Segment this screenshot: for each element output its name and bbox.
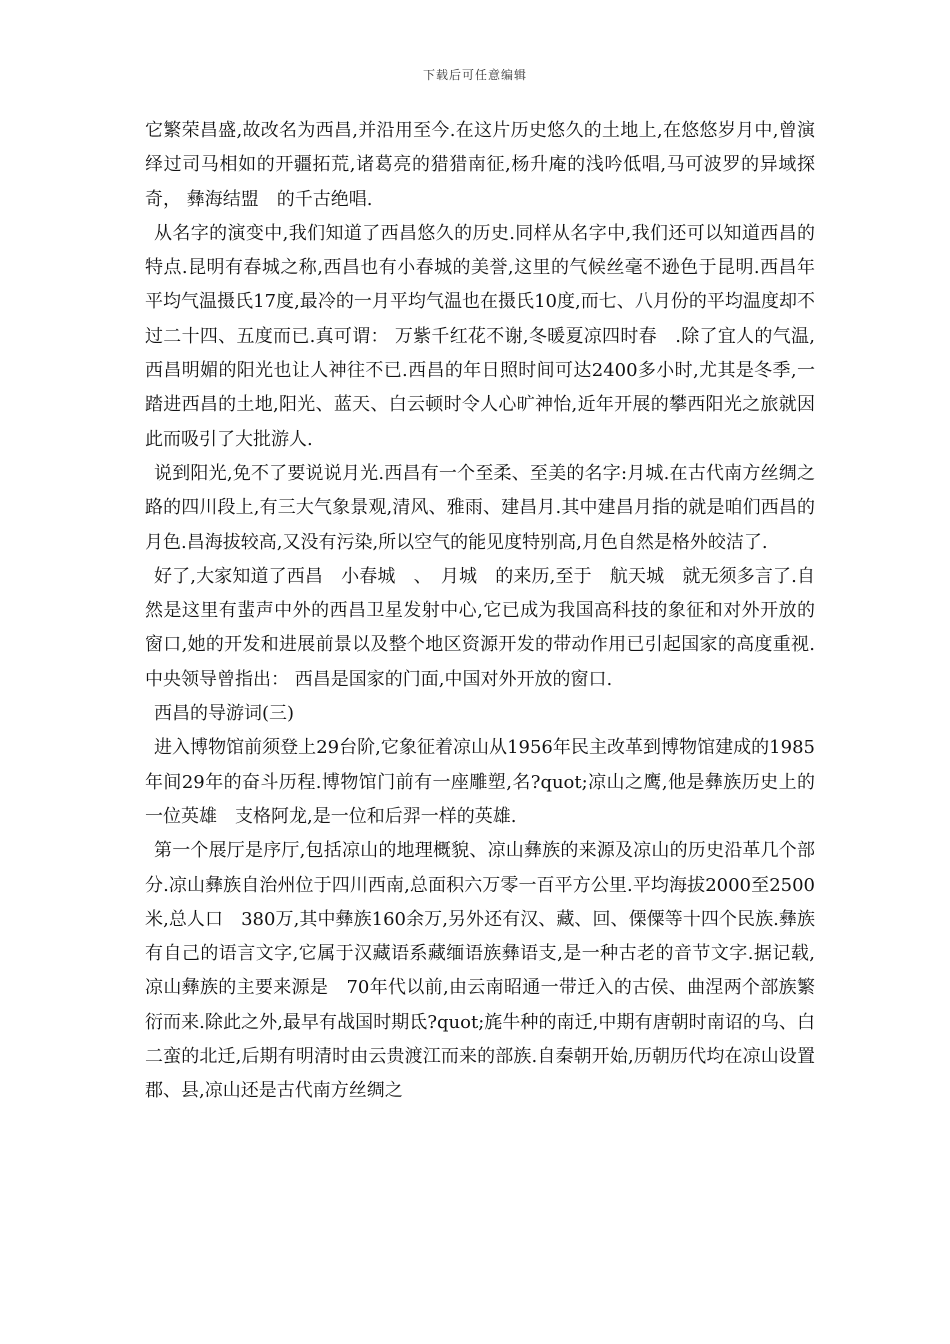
- paragraph: 第一个展厅是序厅,包括凉山的地理概貌、凉山彝族的来源及凉山的历史沿革几个部分.凉山彝族自治州位于四川西南,总面积六万零一百平方公里.平均海拔2000至2500米,总人口 380万,其中彝族160余万,另外还有汉、藏、回、傈僳等十四个民族.彝族有自己的语言文字,它属于汉藏语系藏缅语族彝语支,是一种古老的音节文字.据记载,凉山彝族的主要来源是 70年代以前,由云南昭通一带迁入的古侯、曲涅两个部族繁衍而来.除此之外,最早有战国时期氐?quot;旄牛种的南迁,中期有唐朝时南诏的乌、白二蛮的北迁,后期有明清时由云贵渡江而来的部族.自秦朝开始,历朝历代均在凉山设置郡、县,凉山还是古代南方丝绸之: [145, 840, 815, 1102]
- paragraph: 从名字的演变中,我们知道了西昌悠久的历史.同样从名字中,我们还可以知道西昌的特点.昆明有春城之称,西昌也有小春城的美誉,这里的气候丝毫不逊色于昆明.西昌年平均气温摄氏17度,最冷的一月平均气温也在摄氏10度,而七、八月份的平均温度却不过二十四、五度而已.真可谓： 万紫千红花不谢,冬暖夏凉四时春 .除了宜人的气温,西昌明媚的阳光也让人神往不已.西昌的年日照时间可达2400多小时,尤其是冬季,一踏进西昌的土地,阳光、蓝天、白云顿时令人心旷神怡,近年开展的攀西阳光之旅就因此而吸引了大批游人.: [145, 222, 815, 450]
- paragraph: 好了,大家知道了西昌 小春城 、 月城 的来历,至于 航天城 就无须多言了.自然是这里有蜚声中外的西昌卫星发射中心,它已成为我国高科技的象征和对外开放的窗口,她的开发和进展前景以及整个地区资源开发的带动作用已引起国家的高度重视.中央领导曾指出： 西昌是国家的门面,中国对外开放的窗口.: [145, 565, 815, 690]
- page-header: 下载后可任意编辑: [422, 68, 527, 82]
- section-heading: 西昌的导游词(三): [154, 703, 295, 725]
- paragraph: 进入博物馆前须登上29台阶,它象征着凉山从1956年民主改革到博物馆建成的1985年间29年的奋斗历程.博物馆门前有一座雕塑,名?quot;凉山之鹰,他是彝族历史上的一位英雄 支格阿龙,是一位和后羿一样的英雄.: [145, 737, 815, 827]
- document-body: [145, 114, 815, 1109]
- paragraph: 说到阳光,免不了要说说月光.西昌有一个至柔、至美的名字:月城.在古代南方丝绸之路的四川段上,有三大气象景观,清风、雅雨、建昌月.其中建昌月指的就是咱们西昌的月色.昌海拔较高,又没有污染,所以空气的能见度特别高,月色自然是格外皎洁了.: [145, 462, 815, 553]
- paragraph: 它繁荣昌盛,故改名为西昌,并沿用至今.在这片历史悠久的土地上,在悠悠岁月中,曾演绎过司马相如的开疆拓荒,诸葛亮的猎猎南征,杨升庵的浅吟低唱,马可波罗的异域探奇， 彝海结盟 的千古绝唱.: [145, 120, 815, 210]
